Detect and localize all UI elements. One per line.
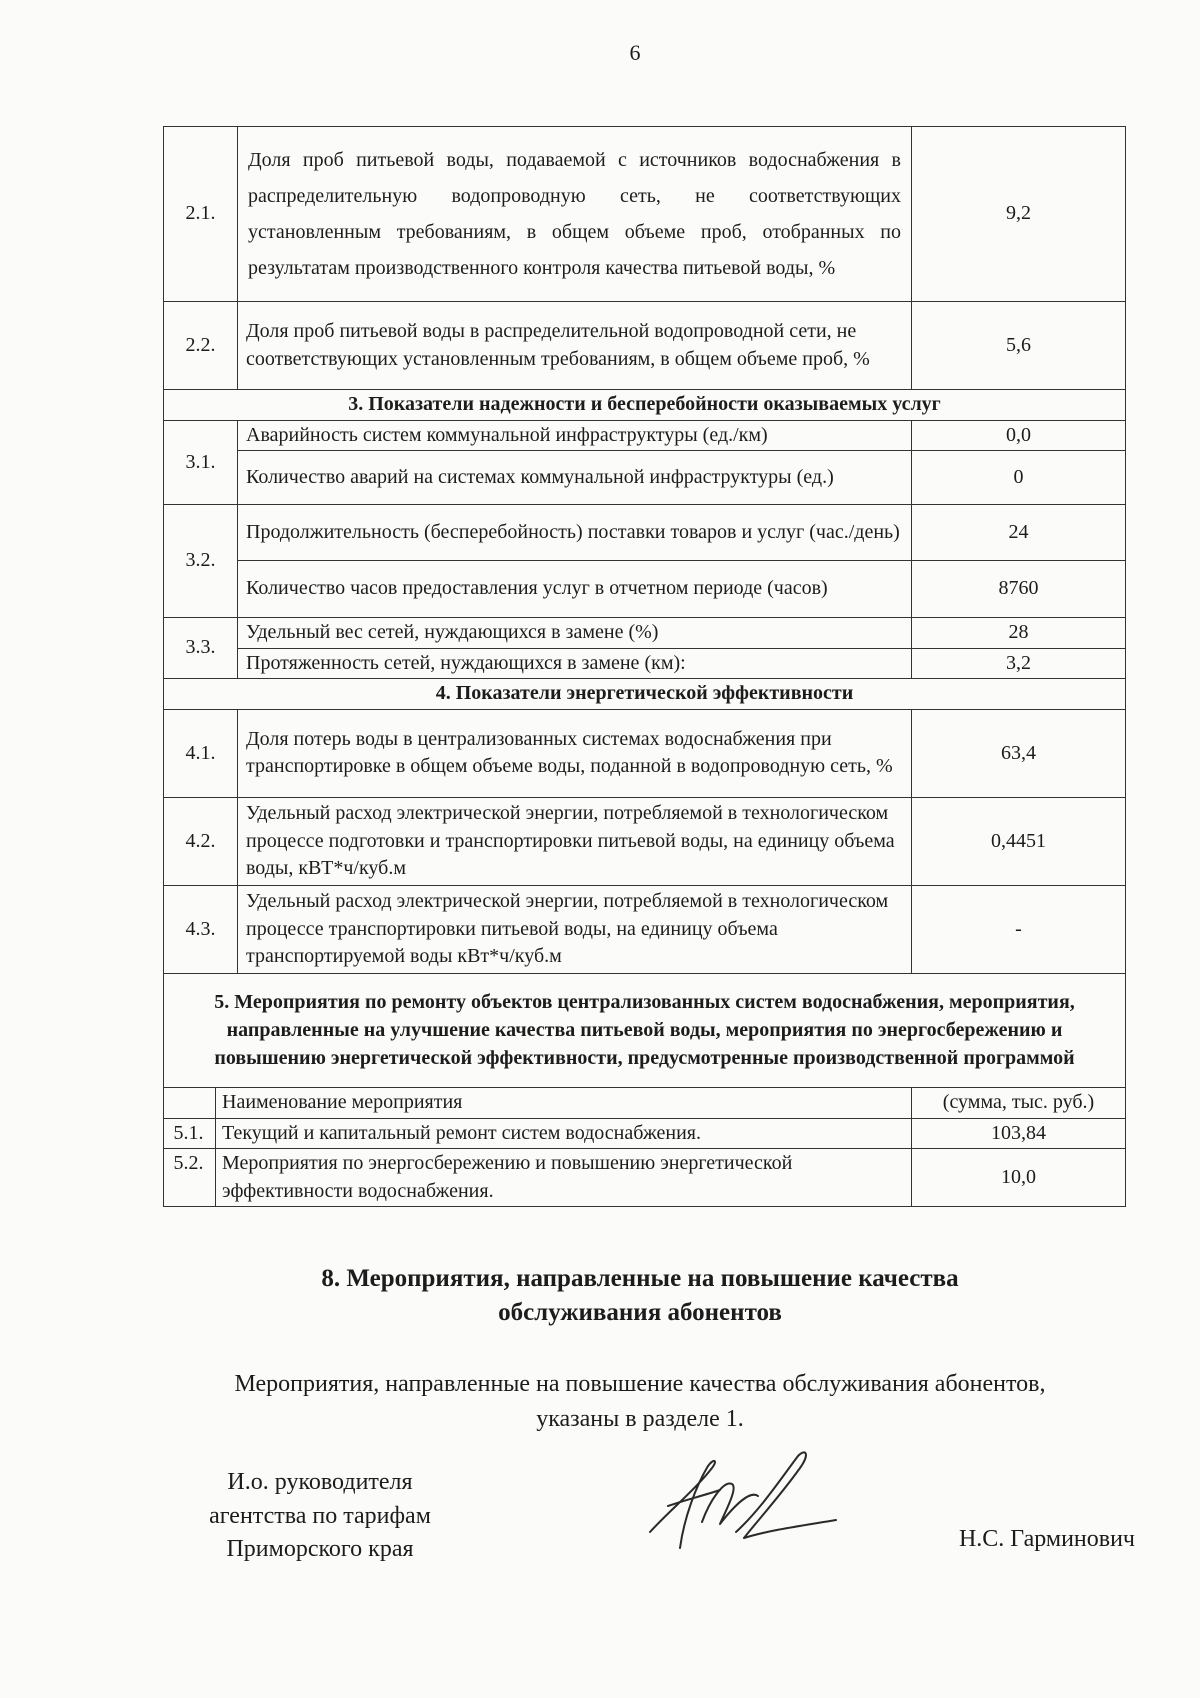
table-row [164,561,1126,618]
row-description: Количество аварий на системах коммунальной инфраструктуры (ед.) [238,451,912,505]
row-number: 4.1. [164,709,238,797]
row-value: 0,0 [912,420,1126,451]
row-number: 2.2. [164,302,238,390]
signatory-role-line-1: И.о. руководителя [227,1469,413,1495]
row-value: 5,6 [912,302,1126,390]
table-row [164,302,1126,390]
row-number: 3.3. [164,618,238,679]
table-row [164,505,1126,561]
column-header-name: Наименование мероприятия [216,1087,912,1118]
row-value: 63,4 [912,709,1126,797]
section-8-title-line-1: 8. Мероприятия, направленные на повышение качества [321,1265,959,1292]
row-description: Доля проб питьевой воды, подаваемой с источников водоснабжения в распределительную водопроводную сеть, не соответствующих установленным требованиям, в общем объеме проб, отобранных по результатам производственного контроля качества питьевой воды, % [238,127,912,302]
table-row [164,797,1126,885]
row-value: 0,4451 [912,797,1126,885]
row-description: Мероприятия по энергосбережению и повышению энергетической эффективности водоснабжения. [216,1149,912,1207]
row-description: Аварийность систем коммунальной инфраструктуры (ед./км) [238,420,912,451]
section-header-row [164,973,1126,1087]
row-number: 3.1. [164,420,238,505]
section-8-title [160,1262,1120,1330]
row-description: Доля потерь воды в централизованных системах водоснабжения при транспортировке в общем объеме воды, поданной в водопроводную сеть, % [238,709,912,797]
table-row [164,127,1126,302]
section-header-row [164,390,1126,421]
row-value: 0 [912,451,1126,505]
row-number: 4.2. [164,797,238,885]
row-value: 24 [912,505,1126,561]
table-row [164,885,1126,973]
table-row [164,451,1126,505]
row-description: Удельный расход электрической энергии, потребляемой в технологическом процессе транспортировки питьевой воды, на единицу объема транспортируемой воды кВт*ч/куб.м [238,885,912,973]
row-number: 2.1. [164,127,238,302]
table-row [164,1149,1126,1207]
row-description: Протяженность сетей, нуждающихся в замене (км): [238,648,912,679]
table-row [164,420,1126,451]
signatory-role-line-2: агентства по тарифам [209,1502,431,1529]
signatory-name: Н.С. Гарминович [958,1526,1135,1552]
row-description: Продолжительность (бесперебойность) поставки товаров и услуг (час./день) [238,505,912,561]
row-description: Удельный вес сетей, нуждающихся в замене (%) [238,618,912,649]
row-description: Текущий и капитальный ремонт систем водоснабжения. [216,1118,912,1149]
table-header-row [164,1087,1126,1118]
row-number: 3.2. [164,505,238,618]
page-number: 6 [629,40,641,65]
row-value: - [912,885,1126,973]
row-number: 5.1. [164,1118,216,1149]
section-4-heading: 4. Показатели энергетической эффективности [164,679,1126,710]
row-value: 28 [912,618,1126,649]
section-header-row [164,679,1126,710]
section-8-text-line-1: Мероприятия, направленные на повышение качества обслуживания абонентов, [234,1371,1046,1397]
row-value: 8760 [912,561,1126,618]
row-description: Доля проб питьевой воды в распределительной водопроводной сети, не соответствующих установленным требованиям, в общем объеме проб, % [238,302,912,390]
row-value: 10,0 [912,1149,1126,1207]
table-row [164,648,1126,679]
table-row [164,618,1126,649]
row-number: 5.2. [164,1149,216,1207]
column-header-sum: (сумма, тыс. руб.) [912,1087,1126,1118]
section-5-heading: 5. Мероприятия по ремонту объектов централизованных систем водоснабжения, мероприятия, направленные на улучшение качества питьевой воды, мероприятия по энергосбережению и повышению энергетической эффективности, предусмотренные производственной программой [164,973,1126,1087]
row-value: 103,84 [912,1118,1126,1149]
row-description: Количество часов предоставления услуг в отчетном периоде (часов) [238,561,912,618]
section-8-title-line-2: обслуживания абонентов [498,1298,782,1326]
row-value: 9,2 [912,127,1126,302]
signatory-role [170,1466,470,1567]
row-value: 3,2 [912,648,1126,679]
section-3-heading: 3. Показатели надежности и бесперебойности оказываемых услуг [164,390,1126,421]
row-description: Удельный расход электрической энергии, потребляемой в технологическом процессе подготовки и транспортировки питьевой воды, на единицу объема воды, кВТ*ч/куб.м [238,797,912,885]
section-8-text-line-2: указаны в разделе 1. [536,1405,744,1432]
row-number: 4.3. [164,885,238,973]
indicators-table [163,126,1126,1207]
signatory-role-line-3: Приморского края [226,1536,414,1563]
table-row [164,709,1126,797]
table-row [164,1118,1126,1149]
empty-cell [164,1087,216,1118]
handwritten-signature [640,1440,860,1570]
section-8-text [150,1367,1130,1437]
